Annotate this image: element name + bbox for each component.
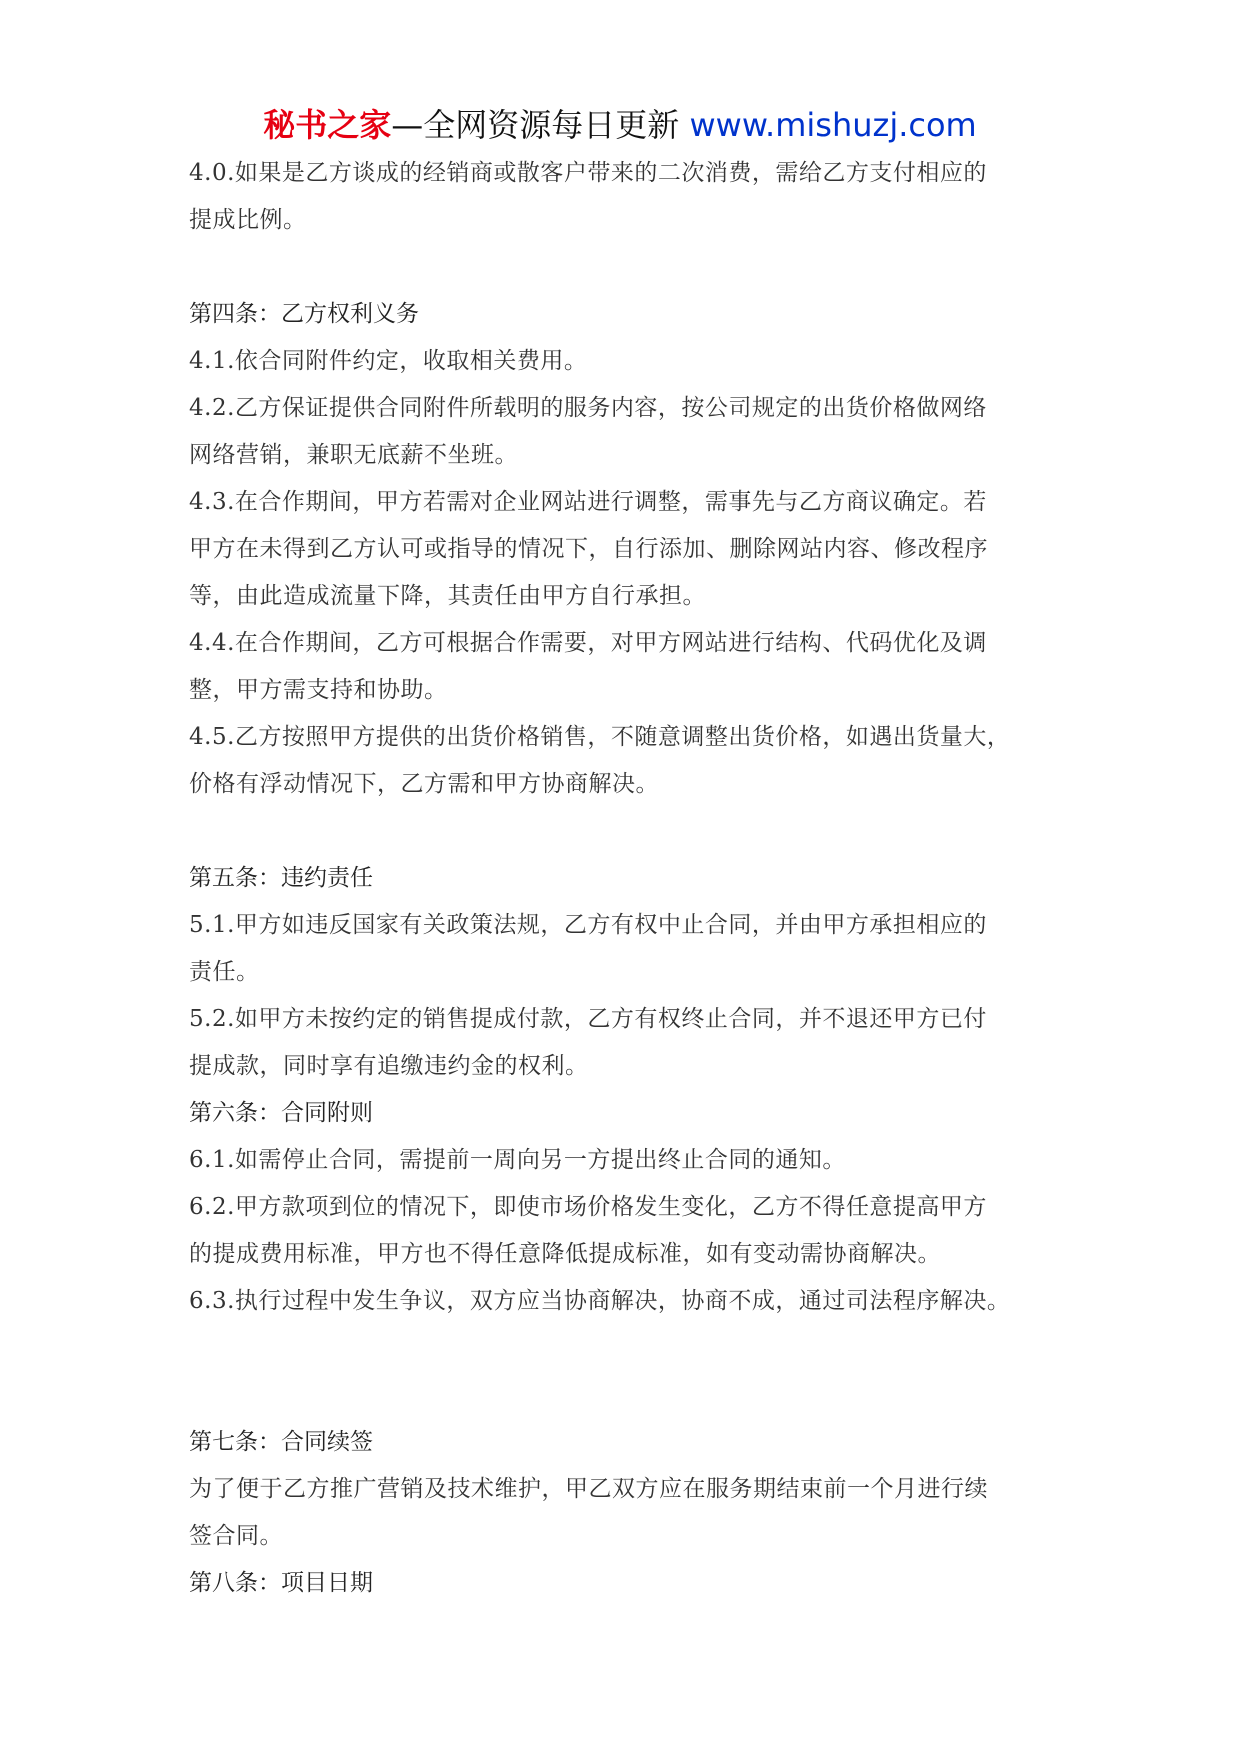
- article-5-heading: 第五条：违约责任: [189, 865, 373, 891]
- clause-4-4-line-2: 整，甲方需支持和协助。: [189, 677, 448, 703]
- clause-6-2-line-2: 的提成费用标准，甲方也不得任意降低提成标准，如有变动需协商解决。: [189, 1241, 941, 1267]
- banner-brand: 秘书之家: [263, 106, 392, 144]
- clause-5-1-line-1: 5.1.甲方如违反国家有关政策法规，乙方有权中止合同，并由甲方承担相应的: [189, 912, 987, 938]
- article-8-heading: 第八条：项目日期: [189, 1570, 373, 1596]
- clause-4-4-line-1: 4.4.在合作期间，乙方可根据合作需要，对甲方网站进行结构、代码优化及调: [189, 630, 987, 656]
- clause-4-3-line-3: 等，由此造成流量下降，其责任由甲方自行承担。: [189, 583, 706, 609]
- banner-url: www.mishuzj.com: [689, 106, 977, 144]
- site-banner: [0, 103, 1240, 147]
- spacer: [189, 244, 1069, 291]
- clause-5-1-line-2: 责任。: [189, 959, 260, 985]
- clause-7-line-1: 为了便于乙方推广营销及技术维护，甲乙双方应在服务期结束前一个月进行续: [189, 1476, 988, 1502]
- clause-6-1: 6.1.如需停止合同，需提前一周向另一方提出终止合同的通知。: [189, 1147, 846, 1173]
- clause-4-5-line-1: 4.5.乙方按照甲方提供的出货价格销售，不随意调整出货价格，如遇出货量大，: [189, 724, 1011, 750]
- clause-4-5-line-2: 价格有浮动情况下，乙方需和甲方协商解决。: [189, 771, 659, 797]
- clause-4-2-line-1: 4.2.乙方保证提供合同附件所载明的服务内容，按公司规定的出货价格做网络: [189, 395, 987, 421]
- clause-4-0-line-1: 4.0.如果是乙方谈成的经销商或散客户带来的二次消费，需给乙方支付相应的: [189, 160, 987, 186]
- article-6-heading: 第六条：合同附则: [189, 1100, 373, 1126]
- spacer: [189, 808, 1069, 855]
- article-4-heading: 第四条：乙方权利义务: [189, 301, 419, 327]
- clause-6-2-line-1: 6.2.甲方款项到位的情况下，即使市场价格发生变化，乙方不得任意提高甲方: [189, 1194, 987, 1220]
- clause-6-3: 6.3.执行过程中发生争议，双方应当协商解决，协商不成，通过司法程序解决。: [189, 1288, 1011, 1314]
- article-7-heading: 第七条：合同续签: [189, 1429, 373, 1455]
- clause-4-3-line-1: 4.3.在合作期间，甲方若需对企业网站进行调整，需事先与乙方商议确定。若: [189, 489, 987, 515]
- clause-4-3-line-2: 甲方在未得到乙方认可或指导的情况下，自行添加、删除网站内容、修改程序: [189, 536, 988, 562]
- clause-4-0-line-2: 提成比例。: [189, 207, 307, 233]
- clause-5-2-line-2: 提成款，同时享有追缴违约金的权利。: [189, 1053, 589, 1079]
- clause-4-1: 4.1.依合同附件约定，收取相关费用。: [189, 348, 588, 374]
- banner-tagline: —全网资源每日更新: [391, 106, 690, 144]
- clause-7-line-2: 签合同。: [189, 1523, 283, 1549]
- clause-4-2-line-2: 网络营销，兼职无底薪不坐班。: [189, 442, 518, 468]
- spacer: [189, 1325, 1069, 1419]
- document-body: [189, 150, 1069, 1607]
- clause-5-2-line-1: 5.2.如甲方未按约定的销售提成付款，乙方有权终止合同，并不退还甲方已付: [189, 1006, 987, 1032]
